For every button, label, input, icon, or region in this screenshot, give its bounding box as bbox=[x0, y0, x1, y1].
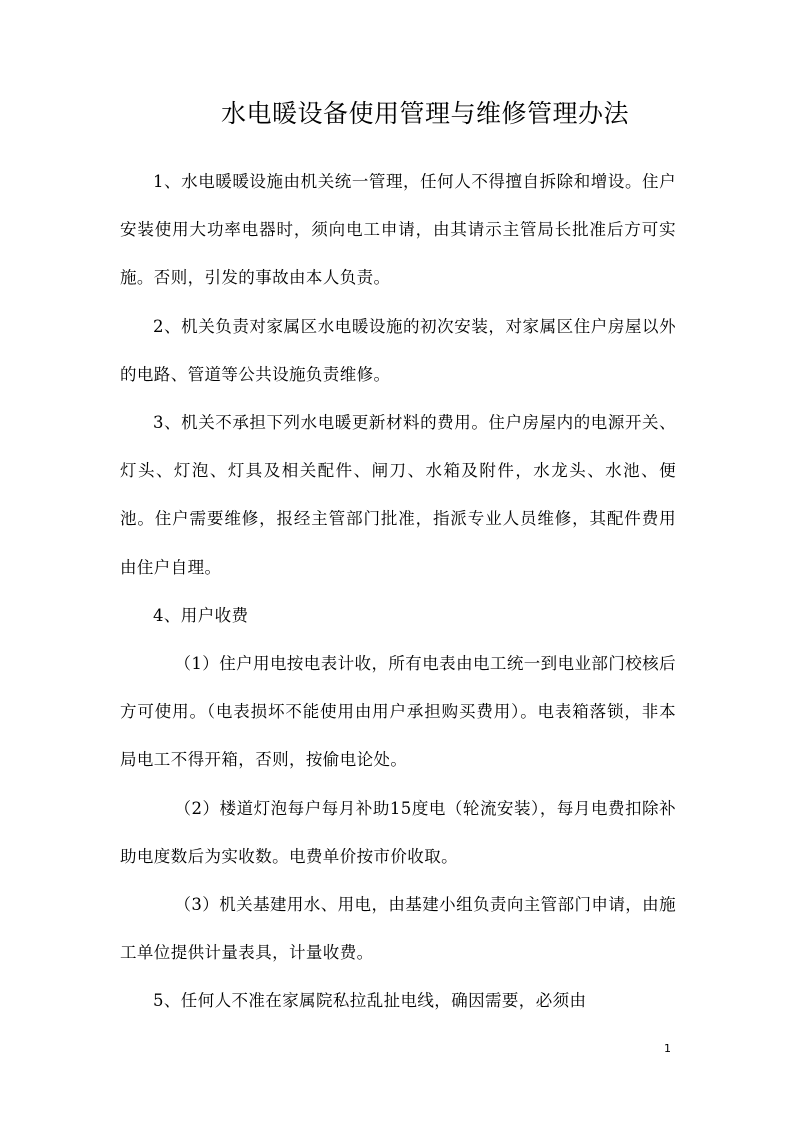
paragraph-4-3: （3）机关基建用水、用电，由基建小组负责向主管部门申请，由施工单位提供计量表具，计量收费。 bbox=[120, 895, 676, 963]
paragraph-4-1: （1）住户用电按电表计收，所有电表由电工统一到电业部门校核后方可使用。（电表损坏不能使用由用户承担购买费用）。电表箱落锁，非本局电工不得开箱，否则，按偷电论处。 bbox=[120, 654, 676, 770]
paragraph-4-heading: 4、用户收费 bbox=[153, 605, 249, 625]
page-number: 1 bbox=[664, 1042, 671, 1055]
paragraph-2: 2、机关负责对家属区水电暖设施的初次安装，对家属区住户房屋以外的电路、管道等公共设施负责维修。 bbox=[120, 316, 676, 384]
paragraph-5: 5、任何人不准在家属院私拉乱扯电线，确因需要，必须由 bbox=[153, 991, 587, 1011]
paragraph-3: 3、机关不承担下列水电暖更新材料的费用。住户房屋内的电源开关、灯头、灯泡、灯具及相关配件、闸刀、水箱及附件，水龙头、水池、便池。住户需要维修，报经主管部门批准，指派专业人员维修，其配件费用由住户自理。 bbox=[120, 413, 676, 577]
paragraph-1: 1、水电暖暖设施由机关统一管理，任何人不得擅自拆除和增设。住户安装使用大功率电器时，须向电工申请，由其请示主管局长批准后方可实施。否则，引发的事故由本人负责。 bbox=[120, 172, 676, 288]
paragraph-4-2: （2）楼道灯泡每户每月补助15度电（轮流安装），每月电费扣除补助电度数后为实收数。电费单价按市价收取。 bbox=[120, 798, 676, 866]
document-body bbox=[120, 158, 676, 1026]
document-title: 水电暖设备使用管理与维修管理办法 bbox=[220, 99, 629, 128]
